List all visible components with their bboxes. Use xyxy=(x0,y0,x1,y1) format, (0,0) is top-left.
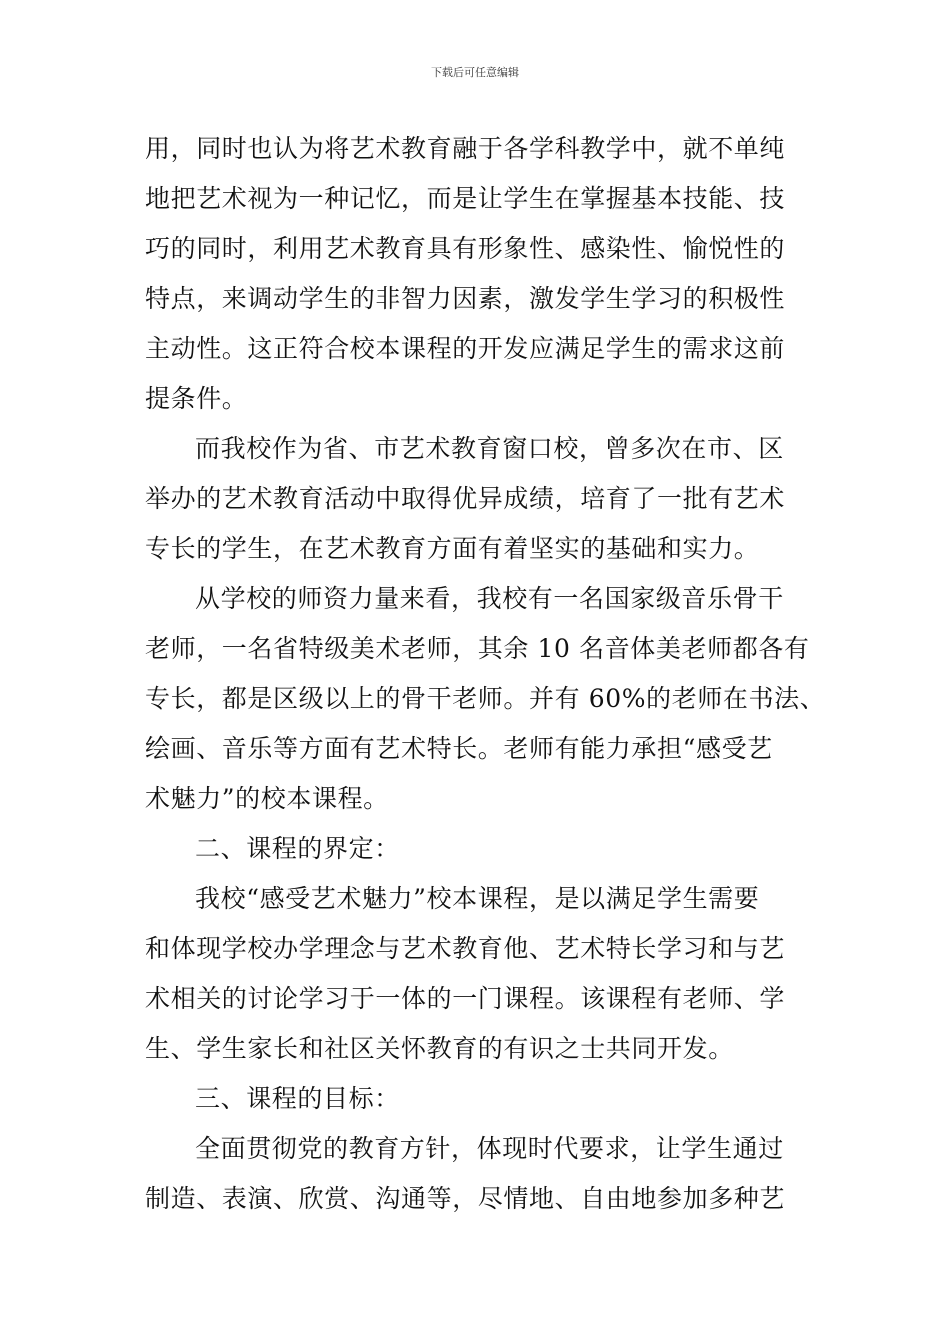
text-line: 术魅力”的校本课程。 xyxy=(145,784,389,813)
text-line: 主动性。这正符合校本课程的开发应满足学生的需求这前 xyxy=(145,334,786,363)
text-line: 我校“感受艺术魅力”校本课程，是以满足学生需要 xyxy=(195,884,760,913)
text-line: 专长，都是区级以上的骨干老师。并有 60%的老师在书法、 xyxy=(145,684,826,713)
text-line: 全面贯彻党的教育方针，体现时代要求，让学生通过 xyxy=(195,1134,784,1163)
text-line: 术相关的讨论学习于一体的一门课程。该课程有老师、学 xyxy=(145,984,786,1013)
page-header: 下载后可任意编辑 xyxy=(431,66,519,79)
text-line: 而我校作为省、市艺术教育窗口校，曾多次在市、区 xyxy=(195,434,784,463)
text-line: 提条件。 xyxy=(145,384,248,413)
text-line: 绘画、音乐等方面有艺术特长。老师有能力承担“感受艺 xyxy=(145,734,773,763)
document-body xyxy=(145,124,826,1224)
text-line: 生、学生家长和社区关怀教育的有识之士共同开发。 xyxy=(145,1034,734,1063)
text-line: 地把艺术视为一种记忆，而是让学生在掌握基本技能、技 xyxy=(145,184,786,213)
section-heading: 三、课程的目标： xyxy=(195,1084,400,1113)
text-line: 用，同时也认为将艺术教育融于各学科教学中，就不单纯 xyxy=(145,134,786,163)
text-line: 老师，一名省特级美术老师，其余 10 名音体美老师都各有 xyxy=(145,634,810,663)
text-line: 和体现学校办学理念与艺术教育他、艺术特长学习和与艺 xyxy=(145,934,786,963)
text-line: 制造、表演、欣赏、沟通等，尽情地、自由地参加多种艺 xyxy=(145,1184,786,1213)
text-line: 专长的学生，在艺术教育方面有着坚实的基础和实力。 xyxy=(145,534,760,563)
text-line: 巧的同时，利用艺术教育具有形象性、感染性、愉悦性的 xyxy=(145,234,786,263)
text-line: 举办的艺术教育活动中取得优异成绩，培育了一批有艺术 xyxy=(145,484,786,513)
text-line: 特点，来调动学生的非智力因素，激发学生学习的积极性 xyxy=(145,284,786,313)
text-line: 从学校的师资力量来看，我校有一名国家级音乐骨干 xyxy=(195,584,784,613)
section-heading: 二、课程的界定： xyxy=(195,834,400,863)
